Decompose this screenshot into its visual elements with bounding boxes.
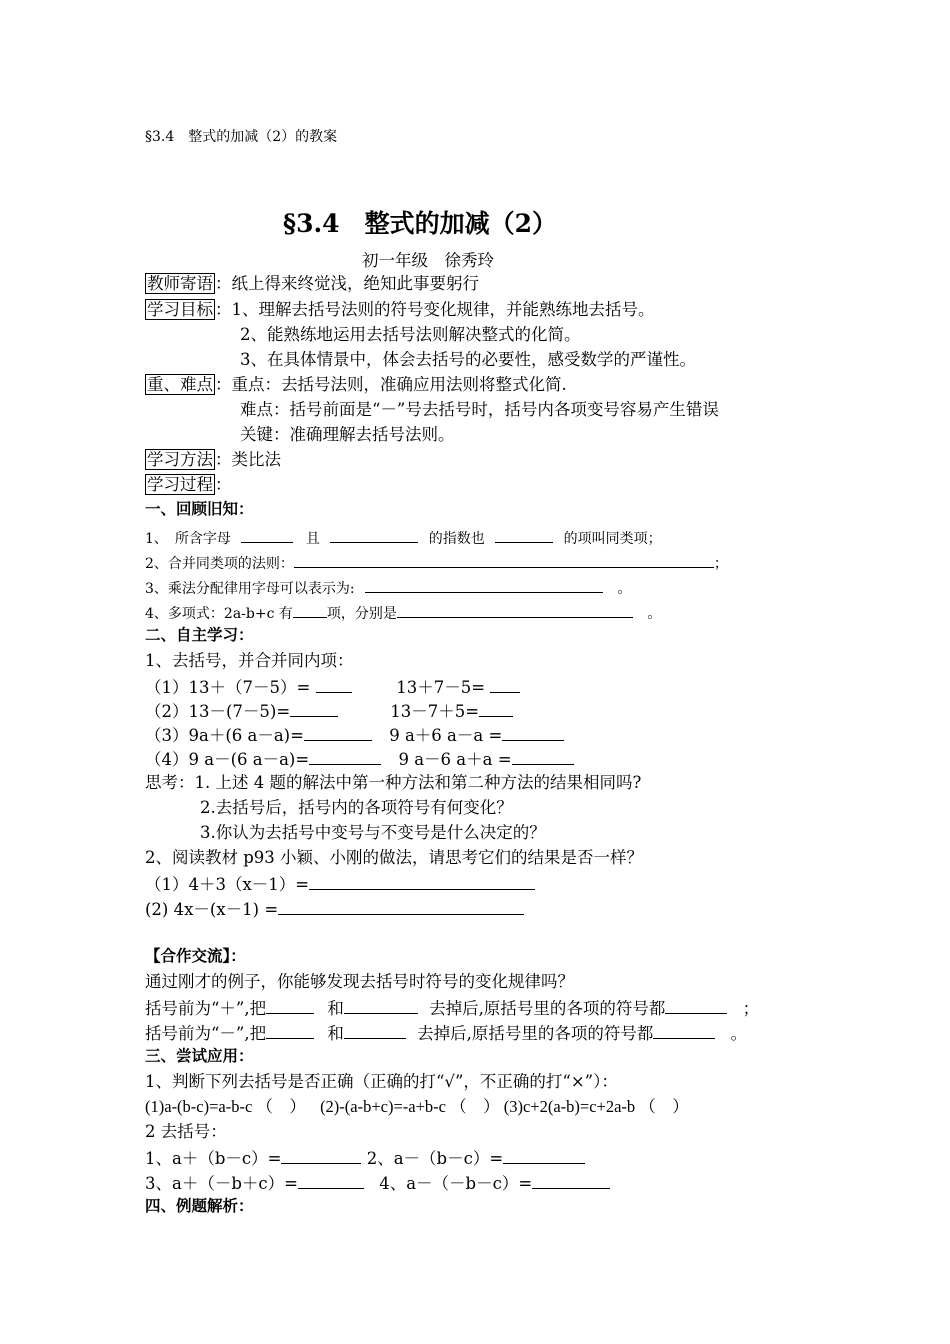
review-q2-part-a: 2、合并同类项的法则： bbox=[145, 556, 294, 572]
review-q3-part-a: 3、乘法分配律用字母可以表示为: bbox=[145, 581, 355, 597]
blank[interactable] bbox=[397, 603, 633, 618]
self-study-heading: 二、自主学习： bbox=[145, 626, 254, 644]
think-1: 思考：1. 上述 4 题的解法中第一种方法和第二种方法的结果相同吗? bbox=[145, 773, 642, 792]
blank[interactable] bbox=[503, 1149, 585, 1164]
coop-rule-minus-d: 。 bbox=[730, 1024, 748, 1043]
textbook-exercise-2-text: (2) 4x－(x－1) = bbox=[145, 900, 279, 919]
method-text: ：类比法 bbox=[215, 450, 281, 469]
blank[interactable] bbox=[294, 553, 714, 568]
teacher-message-label: 教师寄语 bbox=[147, 274, 213, 293]
exercise-2a: （2）13－(7－5)= bbox=[145, 702, 291, 721]
blank[interactable] bbox=[266, 999, 314, 1014]
think-3: 3.你认为去括号中变号与不变号是什么决定的？ bbox=[200, 823, 546, 842]
review-q1-part-c: 的指数也 bbox=[428, 531, 485, 547]
goals-row bbox=[145, 302, 655, 319]
blank[interactable] bbox=[479, 702, 513, 717]
remove-row-1 bbox=[145, 1149, 585, 1168]
blank[interactable] bbox=[653, 1024, 715, 1039]
blank[interactable] bbox=[309, 750, 381, 765]
blank[interactable] bbox=[309, 875, 535, 890]
method-label: 学习方法 bbox=[147, 450, 213, 469]
blank[interactable] bbox=[365, 578, 603, 593]
key-point-1: ：重点：去括号法则，准确应用法则将整式化简. bbox=[215, 375, 567, 394]
blank[interactable] bbox=[278, 900, 524, 915]
blank[interactable] bbox=[241, 528, 293, 543]
review-q1 bbox=[145, 528, 662, 546]
blank[interactable] bbox=[344, 1024, 406, 1039]
exercise-1a: （1）13＋（7－5）= bbox=[145, 678, 311, 697]
review-q1-part-d: 的项叫同类项； bbox=[563, 531, 662, 547]
coop-rule-minus-a: 括号前为“－”,把 bbox=[145, 1024, 267, 1043]
apply-heading: 三、尝试应用： bbox=[145, 1047, 254, 1065]
judge-item-3: (3)c+2(a-b)=c+2a-b （ ） bbox=[503, 1097, 689, 1116]
coop-rule-plus bbox=[145, 999, 759, 1018]
exercise-4b: 9 a－6 a＋a = bbox=[398, 750, 512, 769]
blank[interactable] bbox=[502, 726, 564, 741]
key-point-3: 关键：准确理解去括号法则。 bbox=[240, 425, 455, 444]
coop-rule-minus-b: 和 bbox=[327, 1024, 344, 1043]
blank[interactable] bbox=[665, 999, 727, 1014]
header-text: §3.4 整式的加减（2）的教案 bbox=[145, 129, 338, 145]
examples-heading: 四、例题解析： bbox=[145, 1197, 254, 1215]
coop-heading: 【合作交流】： bbox=[145, 947, 246, 965]
author-line: 初一年级 徐秀玲 bbox=[362, 251, 494, 270]
apply-remove: 2 去括号： bbox=[145, 1122, 227, 1141]
teacher-message-row bbox=[145, 276, 479, 293]
review-q1-part-b: 且 bbox=[305, 531, 320, 547]
review-q2-part-b: ； bbox=[713, 556, 728, 572]
apply-judge: 1、判断下列去括号是否正确（正确的打“√”，不正确的打“×”）： bbox=[145, 1072, 618, 1091]
textbook-exercise-1-text: （1）4＋3（x－1）= bbox=[145, 875, 310, 894]
blank[interactable] bbox=[293, 603, 327, 618]
read-textbook: 2、阅读教材 p93 小颖、小刚的做法，请思考它们的结果是否一样？ bbox=[145, 848, 644, 867]
exercise-3a: （3）9a＋(6 a－a)= bbox=[145, 726, 304, 745]
process-row bbox=[145, 477, 232, 494]
blank[interactable] bbox=[316, 678, 352, 693]
page-title: §3.4 整式的加减（2） bbox=[283, 209, 557, 238]
exercise-1b: 13＋7－5= bbox=[396, 678, 486, 697]
coop-rule-plus-c: 去掉后,原括号里的各项的符号都 bbox=[429, 999, 666, 1018]
blank[interactable] bbox=[290, 702, 338, 717]
judge-item-2: (2)-(a-b+c)=-a+b-c （ ） bbox=[320, 1097, 500, 1116]
think-2: 2.去括号后，括号内的各项符号有何变化？ bbox=[200, 798, 513, 817]
coop-rule-plus-a: 括号前为“＋”,把 bbox=[145, 999, 267, 1018]
coop-rule-plus-d: ； bbox=[742, 999, 760, 1018]
teacher-message-text: ：纸上得来终觉浅，绝知此事要躬行 bbox=[215, 274, 479, 293]
review-q4-part-a: 4、多项式：2a-b+c 有 bbox=[145, 606, 293, 622]
exercise-row-4 bbox=[145, 750, 574, 769]
process-label: 学习过程 bbox=[147, 475, 213, 494]
review-q3-part-b: 。 bbox=[617, 581, 632, 597]
coop-rule-plus-b: 和 bbox=[327, 999, 344, 1018]
apply-judge-items bbox=[145, 1099, 689, 1116]
goals-label: 学习目标 bbox=[147, 300, 213, 319]
blank[interactable] bbox=[281, 1149, 361, 1164]
goal-3: 3、在具体情景中，体会去括号的必要性，感受数学的严谨性。 bbox=[240, 350, 696, 369]
exercise-row-2 bbox=[145, 702, 513, 721]
method-row bbox=[145, 452, 281, 469]
coop-question: 通过刚才的例子，你能够发现去括号时符号的变化规律吗？ bbox=[145, 972, 574, 991]
goal-2: 2、能熟练地运用去括号法则解决整式的化简。 bbox=[240, 325, 581, 344]
review-q4-part-b: 项，分别是 bbox=[326, 606, 397, 622]
judge-item-1: (1)a-(b-c)=a-b-c （ ） bbox=[145, 1097, 306, 1116]
remove-exercise-1: 1、a＋（b－c）= bbox=[145, 1149, 282, 1168]
exercise-4a: （4）9 a－(6 a－a)= bbox=[145, 750, 310, 769]
blank[interactable] bbox=[304, 726, 372, 741]
review-heading: 一、回顾旧知： bbox=[145, 500, 254, 518]
review-q4-part-c: 。 bbox=[647, 606, 662, 622]
blank[interactable] bbox=[512, 750, 574, 765]
exercise-row-1 bbox=[145, 678, 520, 697]
exercise-3b: 9 a＋6 a－a = bbox=[389, 726, 503, 745]
review-q2 bbox=[145, 553, 728, 571]
blank[interactable] bbox=[532, 1174, 610, 1189]
remove-exercise-3: 3、a＋（－b＋c）= bbox=[145, 1174, 298, 1193]
textbook-exercise-1 bbox=[145, 875, 535, 894]
key-points-label: 重、难点 bbox=[147, 375, 213, 394]
remove-row-2 bbox=[145, 1174, 610, 1193]
textbook-exercise-2 bbox=[145, 900, 524, 919]
blank[interactable] bbox=[266, 1024, 314, 1039]
key-points-row bbox=[145, 377, 567, 394]
self-study-intro: 1、去括号，并合并同内项： bbox=[145, 651, 354, 670]
remove-exercise-2: 2、a－（b－c）= bbox=[366, 1149, 504, 1168]
review-q3 bbox=[145, 578, 632, 596]
exercise-2b: 13－7＋5= bbox=[390, 702, 480, 721]
coop-rule-minus-c: 去掉后,原括号里的各项的符号都 bbox=[417, 1024, 654, 1043]
blank[interactable] bbox=[495, 528, 553, 543]
review-q1-part-a: 1、 所含字母 bbox=[145, 531, 231, 547]
remove-exercise-4: 4、a－（－b－c）= bbox=[379, 1174, 533, 1193]
coop-rule-minus bbox=[145, 1024, 747, 1043]
blank[interactable] bbox=[490, 678, 520, 693]
exercise-row-3 bbox=[145, 726, 564, 745]
blank[interactable] bbox=[330, 528, 418, 543]
blank[interactable] bbox=[344, 999, 418, 1014]
key-point-2: 难点：括号前面是“－”号去括号时，括号内各项变号容易产生错误 bbox=[240, 400, 719, 419]
review-q4 bbox=[145, 603, 661, 621]
blank[interactable] bbox=[298, 1174, 364, 1189]
process-colon: ： bbox=[215, 475, 232, 494]
goal-1: ：1、理解去括号法则的符号变化规律，并能熟练地去括号。 bbox=[215, 300, 655, 319]
